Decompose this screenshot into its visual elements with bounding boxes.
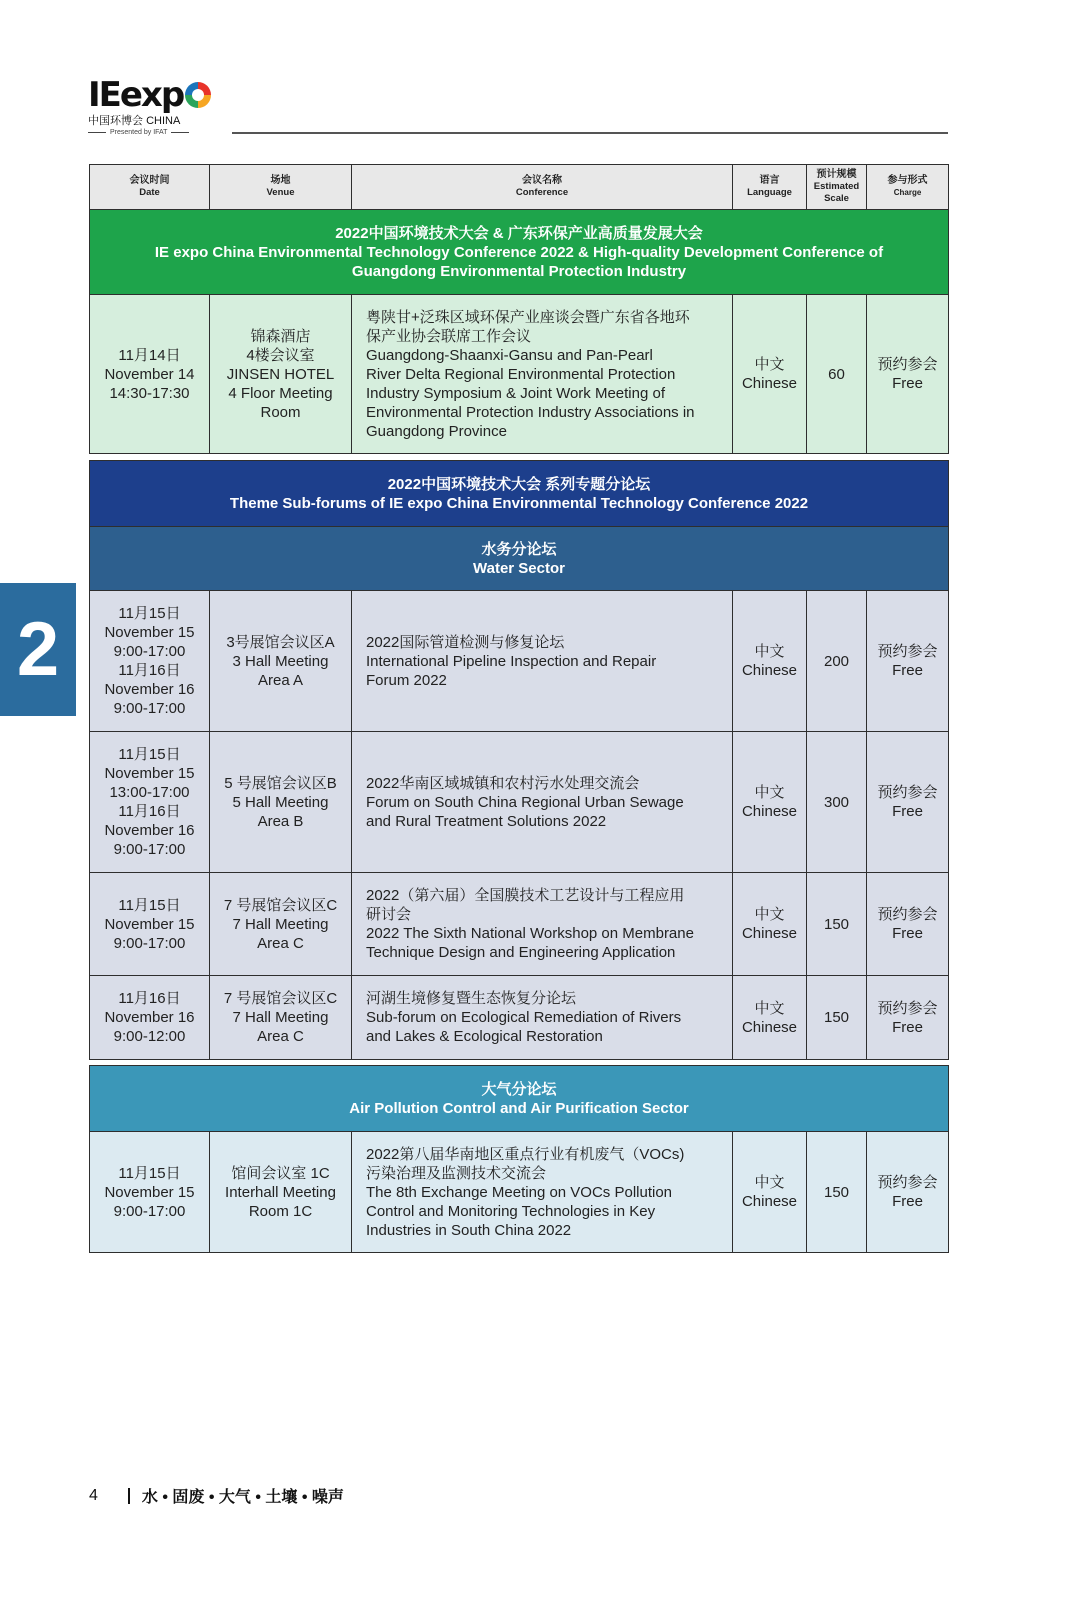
section-banner [90,461,949,527]
schedule-table-main [89,164,949,454]
header-venue: 场地 Venue [210,165,352,210]
row-date: 11月15日 November 15 9:00-17:00 11月16日 November 16 9:00-17:00 [90,591,210,732]
header-conference: 会议名称 Conference [352,165,733,210]
row-conference: 2022（第六届）全国膜技术工艺设计与工程应用 研讨会 2022 The Sixth National Workshop on Membrane Technique Design and Engineering Application [352,873,733,976]
table-row [90,976,949,1060]
row-conference: 2022第八届华南地区重点行业有机废气（VOCs) 污染治理及监测技术交流会 The 8th Exchange Meeting on VOCs Pollution Control and Monitoring Technologies in Key Industries in South China 2022 [352,1132,733,1253]
row-venue: 7 号展馆会议区C 7 Hall Meeting Area C [210,873,352,976]
row-charge: 预约参会 Free [867,295,949,454]
row-charge: 预约参会 Free [867,873,949,976]
section-banner-title: 2022中国环境技术大会 & 广东环保产业高质量发展大会 IE expo China Environmental Technology Conference 2022 & High-quality Development Conference of Guangdong Environmental Protection Industry [90,210,949,295]
table-row [90,591,949,732]
logo-sub-en: CHINA [146,115,181,127]
subsection-banner [90,527,949,591]
ie-expo-logo [88,75,218,138]
row-date: 11月16日 November 16 9:00-12:00 [90,976,210,1060]
row-date: 11月14日 November 14 14:30-17:30 [90,295,210,454]
row-language: 中文 Chinese [733,873,807,976]
chapter-tab: 2 [0,583,76,716]
row-conference: 粤陕甘+泛珠区域环保产业座谈会暨广东省各地环 保产业协会联席工作会议 Guangdong-Shaanxi-Gansu and Pan-Pearl River Delta Regional Environmental Protection Industry Symposium & Joint Work Meeting of Environmental Protection Industry Associations in Guangdong Province [352,295,733,454]
table-header-row [90,165,949,210]
row-venue: 锦森酒店 4楼会议室 JINSEN HOTEL 4 Floor Meeting Room [210,295,352,454]
logo-dash [171,132,189,133]
row-language: 中文 Chinese [733,295,807,454]
header-charge: 参与形式 Charge [867,165,949,210]
footer-title: 水 • 固废 • 大气 • 土壤 • 噪声 [141,1489,344,1506]
logo-wordmark: IEexp [88,75,184,115]
logo-dash [88,132,106,133]
row-conference: 2022国际管道检测与修复论坛 International Pipeline Inspection and Repair Forum 2022 [352,591,733,732]
header-scale: 预计规模 Estimated Scale [807,165,867,210]
section-banner-title: 2022中国环境技术大会 系列专题分论坛 Theme Sub-forums of IE expo China Environmental Technology Conference 2022 [90,461,949,527]
row-venue: 7 号展馆会议区C 7 Hall Meeting Area C [210,976,352,1060]
table-row [90,732,949,873]
row-scale: 150 [807,873,867,976]
row-date: 11月15日 November 15 9:00-17:00 [90,1132,210,1253]
table-row [90,1132,949,1253]
subsection-banner-title: 大气分论坛 Air Pollution Control and Air Purification Sector [90,1066,949,1132]
row-date: 11月15日 November 15 9:00-17:00 [90,873,210,976]
row-language: 中文 Chinese [733,976,807,1060]
logo-presented: Presented by IFAT [110,129,168,136]
row-language: 中文 Chinese [733,732,807,873]
subsection-banner-title: 水务分论坛 Water Sector [90,527,949,591]
subsection-banner [90,1066,949,1132]
row-scale: 200 [807,591,867,732]
row-charge: 预约参会 Free [867,1132,949,1253]
schedule-table-subforums [89,460,949,1060]
section-banner [90,210,949,295]
row-charge: 预约参会 Free [867,976,949,1060]
row-charge: 预约参会 Free [867,591,949,732]
row-venue: 馆间会议室 1C Interhall Meeting Room 1C [210,1132,352,1253]
logo-ring-icon [185,82,211,108]
table-row [90,295,949,454]
table-row [90,873,949,976]
row-date: 11月15日 November 15 13:00-17:00 11月16日 November 16 9:00-17:00 [90,732,210,873]
row-venue: 5 号展馆会议区B 5 Hall Meeting Area B [210,732,352,873]
row-scale: 60 [807,295,867,454]
footer-divider [128,1488,130,1504]
row-language: 中文 Chinese [733,591,807,732]
row-scale: 300 [807,732,867,873]
row-language: 中文 Chinese [733,1132,807,1253]
row-charge: 预约参会 Free [867,732,949,873]
header-language: 语言 Language [733,165,807,210]
logo-sub-cn: 中国环博会 [88,115,143,127]
row-scale: 150 [807,1132,867,1253]
row-scale: 150 [807,976,867,1060]
row-conference: 2022华南区域城镇和农村污水处理交流会 Forum on South China Regional Urban Sewage and Rural Treatment Solutions 2022 [352,732,733,873]
header-rule [232,132,948,134]
header-date: 会议时间 Date [90,165,210,210]
row-conference: 河湖生境修复暨生态恢复分论坛 Sub-forum on Ecological Remediation of Rivers and Lakes & Ecological Restoration [352,976,733,1060]
page-footer [89,1484,344,1507]
row-venue: 3号展馆会议区A 3 Hall Meeting Area A [210,591,352,732]
page-number: 4 [89,1486,98,1504]
schedule-table-air [89,1065,949,1253]
